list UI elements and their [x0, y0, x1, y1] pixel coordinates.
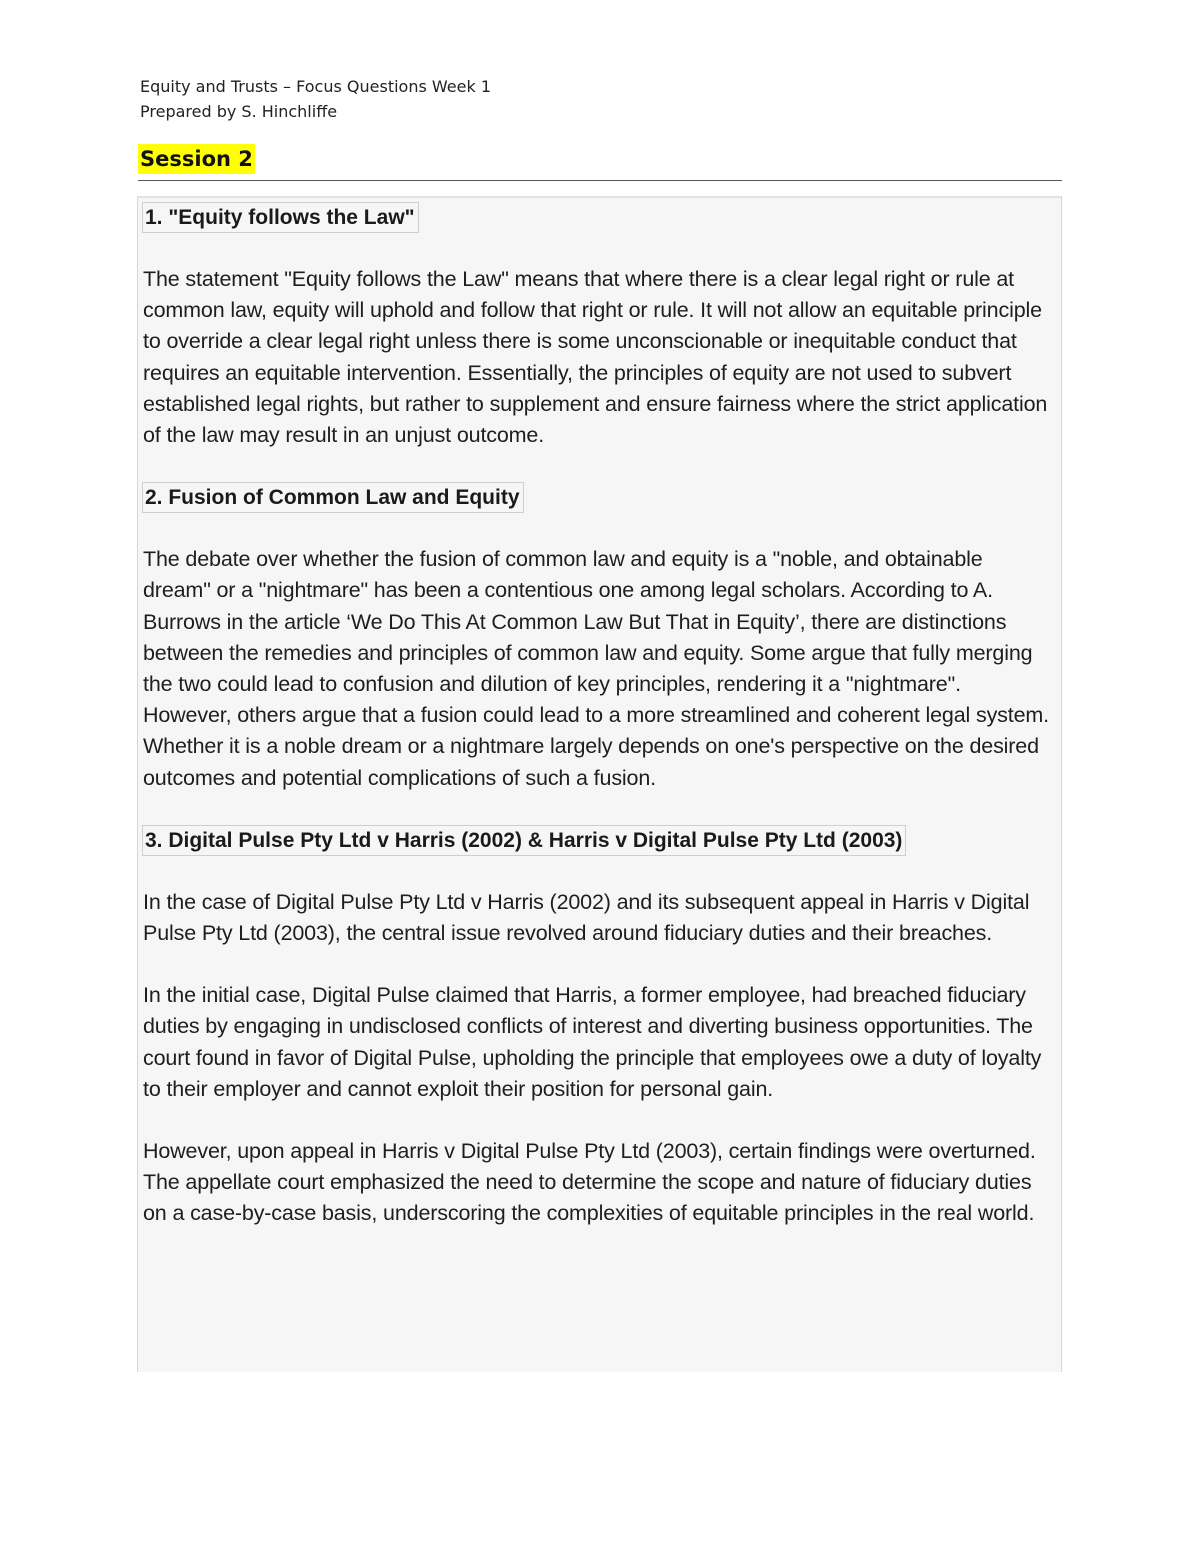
section-heading: 1. "Equity follows the Law" — [142, 202, 419, 233]
document-title: Equity and Trusts – Focus Questions Week 1 — [140, 77, 491, 96]
session-heading-row — [138, 144, 1062, 181]
section-heading: 3. Digital Pulse Pty Ltd v Harris (2002) & Harris v Digital Pulse Pty Ltd (2003) — [142, 825, 906, 856]
section-digital-pulse — [142, 825, 1053, 1230]
section-equity-follows-law — [142, 202, 1053, 451]
document-author: Prepared by S. Hinchliffe — [140, 102, 338, 121]
section-paragraph: The statement "Equity follows the Law" means that where there is a clear legal right or rule at common law, equity will uphold and follow that right or rule. It will not allow an equitable principle to override a clear legal right unless there is some unconscionable or inequitable conduct that requires an equitable intervention. Essentially, the principles of equity are not used to subvert established legal rights, but rather to supplement and ensure fairness where the strict application of the law may result in an unjust outcome. — [143, 267, 1048, 448]
page-header — [140, 74, 1060, 124]
section-heading: 2. Fusion of Common Law and Equity — [142, 482, 524, 513]
section-fusion — [142, 482, 1053, 794]
section-paragraph: However, upon appeal in Harris v Digital Pulse Pty Ltd (2003), certain findings were overturned. The appellate court emphasized the need to determine the scope and nature of fiduciary duties on a case-by-case basis, underscoring the complexities of equitable principles in the real world. — [143, 1139, 1036, 1226]
section-paragraph: The debate over whether the fusion of common law and equity is a "noble, and obtainable dream" or a "nightmare" has been a contentious one among legal scholars. According to A. Burrows in the article ‘We Do This At Common Law But That in Equity’, there are distinctions between the remedies and principles of common law and equity. Some argue that fully merging the two could lead to confusion and dilution of key principles, rendering it a "nightmare". However, others argue that a fusion could lead to a more streamlined and coherent legal system. Whether it is a noble dream or a nightmare largely depends on one's perspective on the desired outcomes and potential complications of such a fusion. — [143, 547, 1049, 790]
session-title: Session 2 — [138, 144, 255, 174]
section-paragraph: In the case of Digital Pulse Pty Ltd v Harris (2002) and its subsequent appeal in Harris v Digital Pulse Pty Ltd (2003), the central issue revolved around fiduciary duties and their breaches. — [143, 889, 1030, 946]
section-paragraph: In the initial case, Digital Pulse claimed that Harris, a former employee, had breached fiduciary duties by engaging in undisclosed conflicts of interest and diverting business opportunities. The court found in favor of Digital Pulse, upholding the principle that employees owe a duty of loyalty to their employer and cannot exploit their position for personal gain. — [143, 983, 1042, 1101]
answer-content-box — [137, 196, 1062, 1372]
